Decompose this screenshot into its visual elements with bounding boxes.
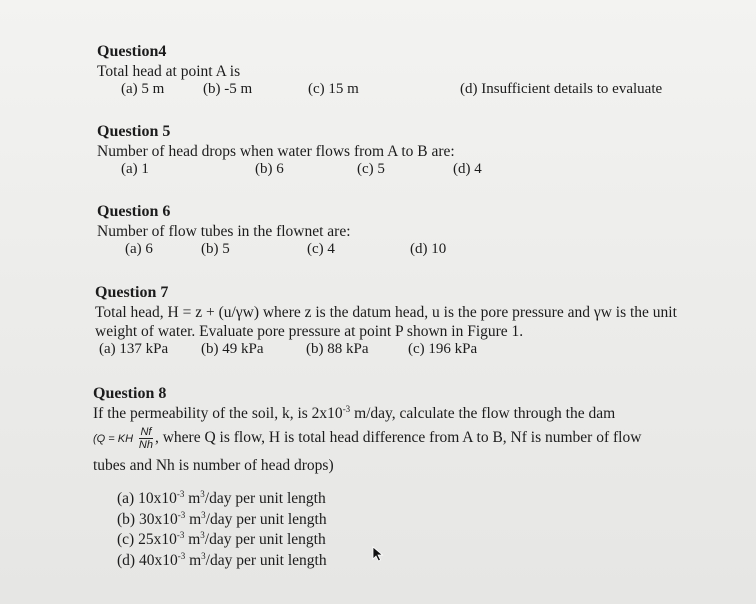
q8-formula-num: Nf [140,425,152,438]
question-8-options [117,489,748,571]
question-7-title: Question 7 [95,284,169,301]
question-4-options [97,81,737,100]
question-4-text: Total head at point A is [97,63,241,80]
q6-option-d[interactable]: (d) 10 [410,241,447,257]
question-7-options [95,341,745,360]
q8-option-d[interactable] [117,551,748,572]
q5-option-c[interactable]: (c) 5 [357,161,385,177]
question-6-text: Number of flow tubes in the flownet are: [97,223,351,240]
q8-option-part: -3 [176,529,185,540]
q8-option-part: m [184,531,201,548]
q8-formula-left: (Q = KH [93,433,134,445]
q8-option-part: 3 [201,550,206,561]
q4-option-a[interactable]: (a) 5 m [121,81,165,97]
mouse-cursor-icon [372,546,384,562]
q5-option-b[interactable]: (b) 6 [255,161,284,177]
q7-option-b2[interactable]: (b) 88 kPa [306,341,369,357]
q8-formula-fraction [139,426,153,451]
question-5-options [97,161,737,180]
q5-option-a[interactable]: (a) 1 [121,161,149,177]
q8-option-part: /day per unit length [205,510,327,528]
q8-option-part: (b) 30x10 [117,510,178,528]
q8-option-part: (a) 10x10 [117,490,177,507]
q6-option-b[interactable]: (b) 5 [201,241,230,257]
q8-option-part: -3 [177,550,186,561]
q8-option-part: m [185,551,202,569]
q7-option-a[interactable]: (a) 137 kPa [99,341,169,357]
q8-option-part: /day per unit length [204,531,326,548]
question-6-title: Question 6 [97,203,171,220]
question-4-title: Question4 [97,43,167,60]
question-7-line-2: weight of water. Evaluate pore pressure at point P shown in Figure 1. [95,323,524,340]
q7-option-c[interactable]: (c) 196 kPa [408,341,478,357]
q8-line1-exp: -3 [342,403,351,414]
q8-option-part: (c) 25x10 [117,531,177,548]
q8-formula-den: Nh [138,438,153,451]
q8-option-part: 3 [200,488,205,499]
question-8-title: Question 8 [93,385,167,402]
question-7 [95,283,745,360]
q8-option-part: 3 [200,529,205,540]
q8-line1-post: m/day, calculate the flow through the dam [350,405,616,422]
q8-line2-post: , where Q is flow, H is total head difference from A to B, Nf is number of flow [154,429,642,446]
q4-option-c[interactable]: (c) 15 m [308,81,359,97]
q8-option-part: -3 [177,509,186,520]
q8-option-a[interactable] [117,489,748,510]
q7-option-b[interactable]: (b) 49 kPa [201,341,264,357]
question-6-options [97,241,737,260]
q5-option-d[interactable]: (d) 4 [453,161,482,177]
q4-option-b[interactable]: (b) -5 m [203,81,253,97]
q4-option-d[interactable]: (d) Insufficient details to evaluate [460,81,663,97]
q8-option-part: m [184,490,201,507]
q8-option-part: /day per unit length [204,490,326,507]
q6-option-a[interactable]: (a) 6 [125,241,153,257]
q6-option-c[interactable]: (c) 4 [307,241,335,257]
q8-option-b[interactable] [117,510,748,531]
question-5-title: Question 5 [97,123,171,140]
question-8-line-3: tubes and Nh is number of head drops) [93,457,334,474]
q8-option-part: -3 [176,488,185,499]
q8-option-c[interactable] [117,530,748,551]
q8-line1-pre: If the permeability of the soil, k, is 2x10 [93,405,343,422]
q8-option-part: m [185,510,202,528]
question-8-line-2 [93,423,748,453]
question-4 [97,42,737,100]
question-6 [97,202,737,260]
q8-option-part: /day per unit length [205,551,327,569]
question-7-line-1: Total head, H = z + (u/γw) where z is the datum head, u is the pore pressure and γw is the unit [95,304,677,321]
q8-option-part: 3 [201,509,206,520]
question-8 [93,384,748,571]
q8-option-part: (d) 40x10 [117,551,178,569]
question-8-line-1 [93,404,748,423]
question-5 [97,122,737,180]
question-5-text: Number of head drops when water flows from A to B are: [97,143,455,160]
